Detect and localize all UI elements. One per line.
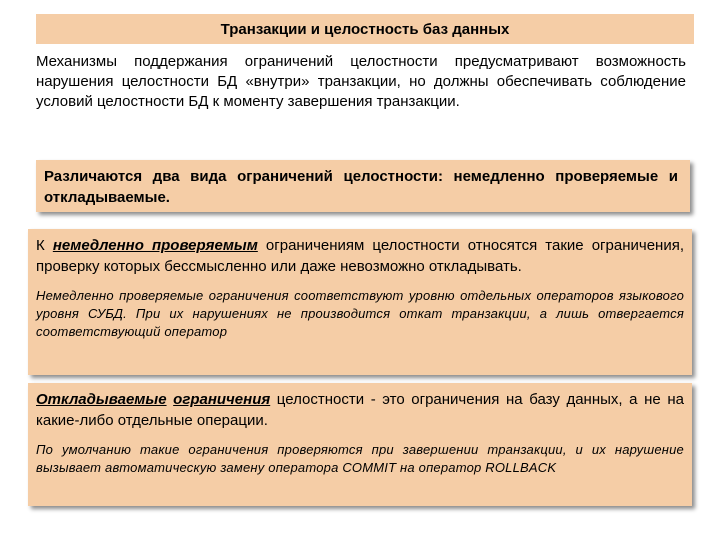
constraint-types-box (36, 160, 690, 212)
immediate-constraints-box (28, 229, 692, 375)
deferred-term: Откладываемые (36, 391, 167, 408)
deferred-lead-rest: целостности - это ограничения на базу данных, а не на какие-либо отдельные операции. (36, 391, 684, 429)
deferred-constraints-text (28, 383, 692, 431)
deferred-constraints-box (28, 383, 692, 506)
constraint-types-text: Различаются два вида ограничений целостности: немедленно проверяемые и откладываемые. (44, 168, 678, 206)
immediate-lead-prefix: К (36, 237, 53, 254)
deferred-term-constraints: ограничения (173, 391, 271, 408)
deferred-constraints-note: По умолчанию такие ограничения проверяются при завершении транзакции, и их нарушение вызывает автоматическую замену оператора COMMIT на оператор ROLLBACK (36, 442, 684, 475)
immediate-constraints-note: Немедленно проверяемые ограничения соответствуют уровню отдельных операторов языкового уровня СУБД. При их нарушениях не производится откат транзакции, а лишь отвергается соответствующий оператор (36, 288, 684, 339)
intro-paragraph: Механизмы поддержания ограничений целостности предусматривают возможность нарушения целостности БД «внутри» транзакции, но должны обеспечивать соблюдение условий целостности БД к моменту завершения транзакции. (36, 53, 686, 110)
page-title: Транзакции и целостность баз данных (36, 14, 694, 44)
immediate-lead-rest: ограничениям целостности относятся такие ограничения, проверку которых бессмысленно или даже невозможно откладывать. (36, 237, 684, 275)
immediate-constraints-text (28, 229, 692, 277)
immediate-term: немедленно проверяемым (52, 237, 258, 254)
